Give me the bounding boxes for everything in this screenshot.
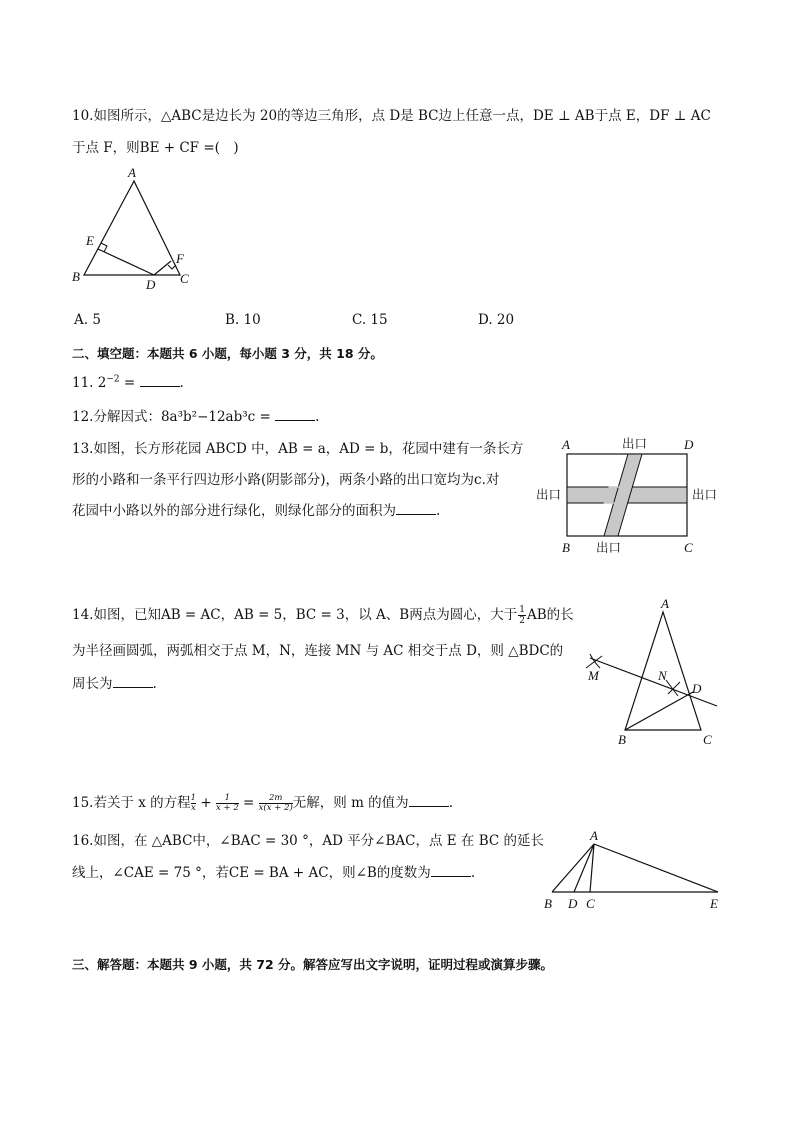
label-c: C bbox=[703, 732, 712, 747]
q14-fraction bbox=[518, 605, 526, 626]
label-b: B bbox=[562, 540, 570, 555]
q11-equals: = bbox=[119, 375, 140, 391]
label-d: D bbox=[568, 896, 578, 911]
label-e: E bbox=[710, 896, 718, 911]
q15-suffix: 无解，则 m 的值为 bbox=[292, 795, 409, 811]
q16-triangle-figure bbox=[538, 826, 728, 916]
q10-option-b[interactable]: B. 10 bbox=[225, 312, 261, 328]
q15-f2-num: 1 bbox=[216, 794, 239, 804]
label-a: A bbox=[128, 165, 136, 180]
q15-f1-den: x bbox=[190, 803, 196, 813]
label-b: B bbox=[618, 732, 626, 747]
q15-fraction-3 bbox=[259, 794, 293, 813]
q15-f1-num: 1 bbox=[190, 793, 197, 803]
q10-triangle-figure bbox=[68, 165, 198, 290]
exit-left: 出口 bbox=[536, 487, 562, 502]
right-angle-f bbox=[168, 265, 176, 269]
q15-prefix: 15.若关于 x 的方程 bbox=[72, 795, 191, 811]
label-d: D bbox=[684, 437, 694, 452]
q16-answer-blank[interactable] bbox=[431, 864, 471, 877]
label-a: A bbox=[661, 596, 669, 611]
q14-end: . bbox=[152, 676, 157, 692]
q15-f2-den: x + 2 bbox=[216, 803, 239, 813]
q13-answer-blank[interactable] bbox=[396, 502, 436, 515]
q11-answer-blank[interactable] bbox=[140, 374, 180, 387]
triangle-abc bbox=[84, 181, 180, 275]
q11-prefix: 11. 2 bbox=[72, 375, 107, 391]
q13-line3 bbox=[72, 499, 440, 519]
segment-df bbox=[154, 261, 171, 275]
segment-de bbox=[98, 249, 154, 275]
q10-line2: 于点 F，则BE + CF =( ) bbox=[72, 140, 239, 156]
q15-answer-blank[interactable] bbox=[409, 794, 449, 807]
q16-line1: 16.如图，在 △ABC中，∠BAC = 30 °，AD 平分∠BAC，点 E 在 BC 的延长 bbox=[72, 833, 545, 849]
section3-title: 三、解答题：本题共 9 小题，共 72 分。解答应写出文字说明，证明过程或演算步骤。 bbox=[72, 957, 554, 972]
section2-title: 二、填空题：本题共 6 小题，每小题 3 分，共 18 分。 bbox=[72, 346, 383, 361]
q10-option-c[interactable]: C. 15 bbox=[352, 312, 388, 328]
q11-end: . bbox=[179, 375, 184, 391]
label-e: E bbox=[86, 233, 94, 248]
q14-line1b: AB的长 bbox=[526, 607, 574, 623]
q14-frac-num: 1 bbox=[519, 605, 525, 615]
q13-line1: 13.如图，长方形花园 ABCD 中，AB = a，AD = b，花园中建有一条长方 bbox=[72, 441, 524, 457]
q10-option-d[interactable]: D. 20 bbox=[478, 312, 515, 328]
label-a: A bbox=[562, 437, 570, 452]
segment-ab bbox=[552, 844, 594, 892]
q13-line2: 形的小路和一条平行四边形小路(阴影部分)，两条小路的出口宽均为c.对 bbox=[72, 472, 500, 488]
segment-ae bbox=[594, 844, 718, 892]
q14-line1 bbox=[72, 603, 574, 626]
q16-line2-text: 线上，∠CAE = 75 °，若CE = BA + AC，则∠B的度数为 bbox=[72, 865, 431, 881]
q14-frac-den: 2 bbox=[519, 616, 525, 626]
q10-option-a[interactable]: A. 5 bbox=[74, 312, 101, 328]
q10-line1: 10.如图所示，△ABC是边长为 20的等边三角形，点 D是 BC边上任意一点，DE ⊥ AB于点 E，DF ⊥ AC bbox=[72, 108, 711, 124]
q14-line3-text: 周长为 bbox=[72, 676, 113, 692]
q15-end: . bbox=[448, 795, 453, 811]
q11-exponent: −2 bbox=[106, 374, 120, 385]
label-c: C bbox=[684, 540, 693, 555]
q11 bbox=[72, 374, 184, 391]
q14-line1a: 14.如图，已知AB = AC，AB = 5，BC = 3，以 A、B两点为圆心，大于 bbox=[72, 607, 518, 623]
q13-line3-text: 花园中小路以外的部分进行绿化，则绿化部分的面积为 bbox=[72, 503, 396, 519]
label-d: D bbox=[146, 277, 156, 290]
q13-garden-figure bbox=[534, 434, 730, 558]
q15-fraction-2 bbox=[216, 794, 239, 813]
q12 bbox=[72, 405, 319, 425]
exit-bottom: 出口 bbox=[596, 540, 622, 555]
exit-right: 出口 bbox=[692, 487, 718, 502]
q14-triangle-figure bbox=[580, 596, 725, 751]
q15-plus: + bbox=[196, 795, 216, 811]
q14-line3 bbox=[72, 672, 157, 692]
q15-equals: = bbox=[238, 795, 259, 811]
exit-top: 出口 bbox=[622, 436, 648, 451]
q14-answer-blank[interactable] bbox=[113, 675, 153, 688]
label-c: C bbox=[586, 896, 595, 911]
q13-end: . bbox=[436, 503, 441, 519]
q12-answer-blank[interactable] bbox=[275, 408, 315, 421]
q15-f3-den: x(x + 2) bbox=[258, 803, 293, 813]
label-b: B bbox=[544, 896, 552, 911]
q16-line2 bbox=[72, 861, 475, 881]
label-f: F bbox=[176, 251, 184, 266]
q16-end: . bbox=[470, 865, 476, 881]
q15-f3-num: 2m bbox=[259, 794, 293, 804]
label-b: B bbox=[72, 269, 80, 284]
q12-text: 12.分解因式：8a³b²−12ab³c = bbox=[72, 409, 276, 425]
label-a: A bbox=[590, 828, 598, 843]
label-m: M bbox=[588, 668, 599, 683]
q12-end: . bbox=[315, 409, 320, 425]
label-c: C bbox=[180, 271, 189, 286]
q14-line2: 为半径画圆弧，两弧相交于点 M，N，连接 MN 与 AC 相交于点 D，则 △BDC的 bbox=[72, 643, 564, 659]
label-d: D bbox=[692, 681, 702, 696]
q15 bbox=[72, 791, 453, 813]
label-n: N bbox=[658, 668, 667, 683]
